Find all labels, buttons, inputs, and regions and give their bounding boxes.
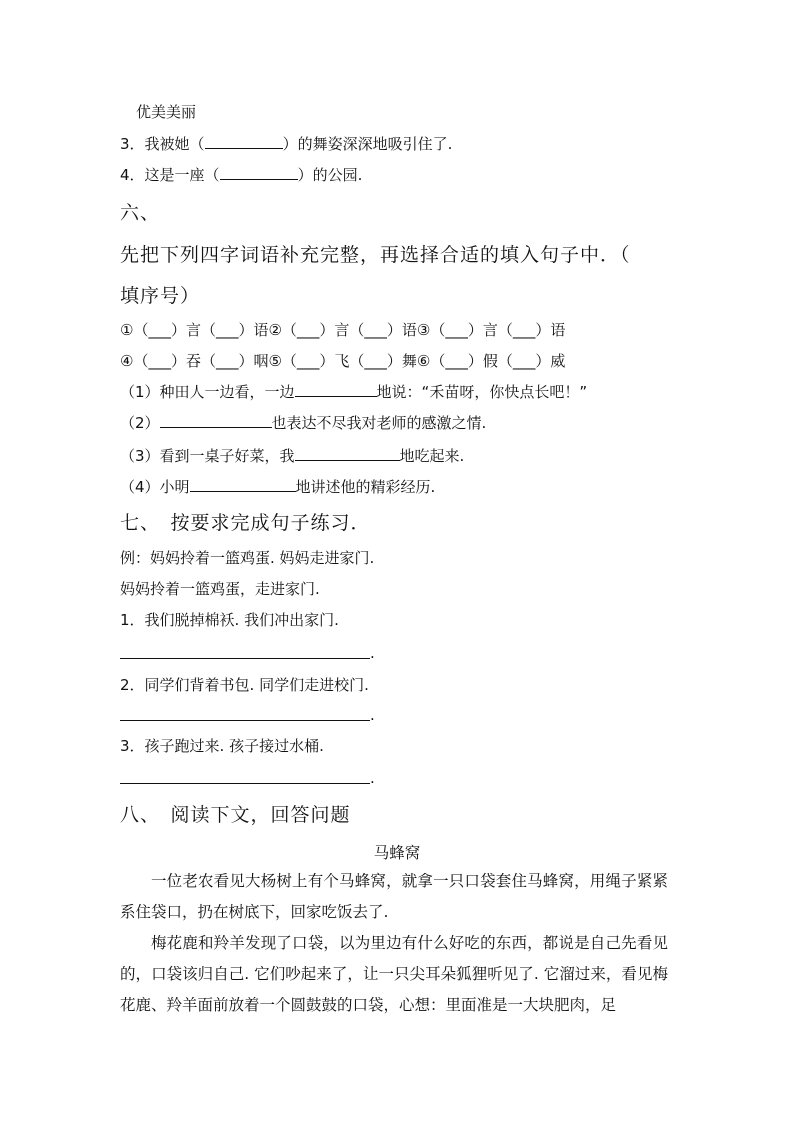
sentence-text-post: 地说：“禾苗呀，你快点长吧！” xyxy=(376,383,588,401)
sentence-text-pre: （3）看到一桌子好菜，我 xyxy=(120,447,295,465)
example-line-2: 妈妈拎着一篮鸡蛋，走进家门. xyxy=(120,580,320,598)
section-6-instruction-cont: 填序号） xyxy=(120,285,201,307)
exercise-2: 2．同学们背着书包. 同学们走进校门. xyxy=(120,676,369,694)
sentence-text-post: 地讲述他的精彩经历. xyxy=(295,478,436,496)
sentence-text-post: 地吃起来. xyxy=(399,447,465,465)
answer-line[interactable] xyxy=(120,658,370,659)
exercise-3: 3．孩子跑过来. 孩子接过水桶. xyxy=(120,737,324,755)
section-6-instruction: 先把下列四字词语补充完整，再选择合适的填入句子中．（ xyxy=(120,244,631,266)
passage-paragraph-2: 梅花鹿和羚羊发现了口袋，以为里边有什么好吃的东西，都说是自己先看见的，口袋该归自己. 它们吵起来了，让一只尖耳朵狐狸听见了. 它溜过来，看见梅花鹿、羚羊面前放着一个圆鼓鼓的口袋，心想：里面准是一大块肥肉，足 xyxy=(120,934,668,1014)
answer-blank[interactable] xyxy=(160,413,272,428)
fill-sentence-3 xyxy=(120,446,464,466)
question-text-post: ）的舞姿深深地吸引住了. xyxy=(282,135,453,153)
answer-period: . xyxy=(370,769,375,787)
sentence-text-pre: （1）种田人一边看，一边 xyxy=(120,383,295,401)
section-8-heading: 八、 阅读下文，回答问题 xyxy=(120,804,351,826)
answer-blank[interactable] xyxy=(190,477,296,492)
passage-paragraph-1: 一位老农看见大杨树上有个马蜂窝，就拿一只口袋套住马蜂窝，用绳子紧紧系住袋口，扔在树底下，回家吃饭去了. xyxy=(120,872,668,921)
sentence-text-pre: （2） xyxy=(120,414,160,432)
answer-period: . xyxy=(370,644,375,662)
answer-line[interactable] xyxy=(120,720,370,721)
answer-blank[interactable] xyxy=(295,446,400,461)
answer-line[interactable] xyxy=(120,783,370,784)
question-number: 4． xyxy=(120,166,145,184)
fill-sentence-2 xyxy=(120,413,486,433)
question-text-pre: 这是一座（ xyxy=(144,166,220,184)
word-option: 优美美丽 xyxy=(136,103,197,121)
answer-blank[interactable] xyxy=(205,134,283,149)
question-text-pre: 我被她（ xyxy=(144,135,205,153)
section-6-heading: 六、 xyxy=(120,202,161,224)
fill-sentence-1 xyxy=(120,382,587,402)
passage-title: 马蜂窝 xyxy=(373,844,421,862)
fill-sentence-4 xyxy=(120,477,435,497)
idiom-row-1: ①（___）言（___）语②（___）言（___）语③（___）言（___）语 xyxy=(120,321,566,339)
section-7-heading: 七、 按要求完成句子练习． xyxy=(120,512,371,534)
sentence-text-post: 也表达不尽我对老师的感激之情. xyxy=(271,414,487,432)
exercise-1: 1．我们脱掉棉袄. 我们冲出家门. xyxy=(120,611,339,629)
answer-blank[interactable] xyxy=(295,382,377,397)
question-3 xyxy=(120,134,452,154)
example-line-1: 例：妈妈拎着一篮鸡蛋. 妈妈走进家门. xyxy=(120,549,375,567)
question-4 xyxy=(120,165,362,185)
question-text-post: ）的公园. xyxy=(297,166,363,184)
question-number: 3． xyxy=(120,135,145,153)
answer-blank[interactable] xyxy=(220,165,298,180)
sentence-text-pre: （4）小明 xyxy=(120,478,190,496)
idiom-row-2: ④（___）吞（___）咽⑤（___）飞（___）舞⑥（___）假（___）威 xyxy=(120,352,566,370)
answer-period: . xyxy=(370,706,375,724)
